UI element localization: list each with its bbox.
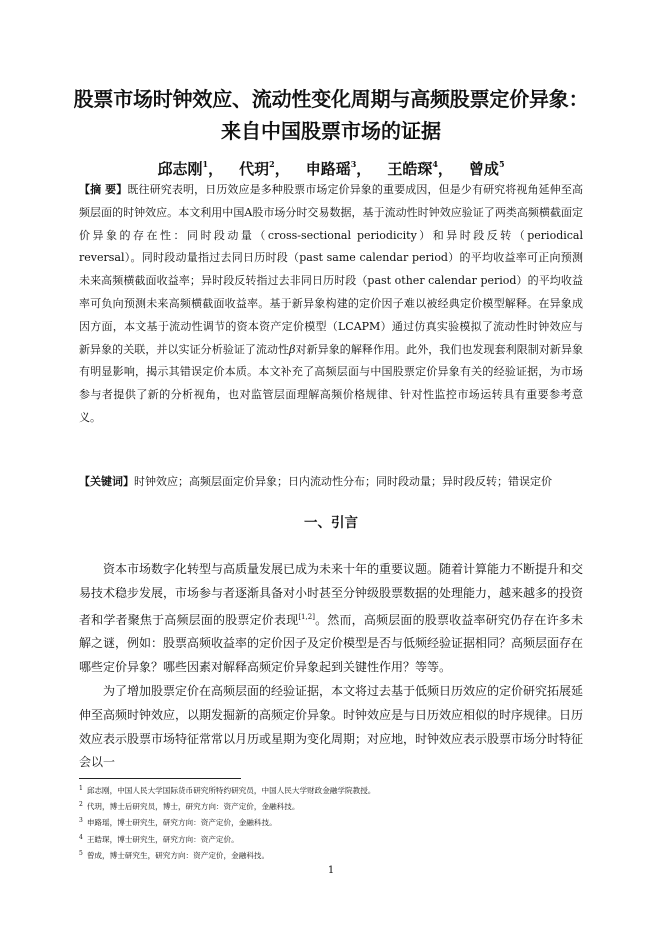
page-number: 1	[327, 865, 335, 876]
beta-symbol: β	[289, 342, 296, 356]
footnote-text: 曾成，博士研究生，研究方向：资产定价，金融科技。	[86, 850, 270, 860]
section-heading: 一、引言	[304, 515, 358, 531]
body-paragraph: 为了增加股票定价在高频层面的经验证据，本文将过去基于低频日历效应的定价研究拓展延伸至高频时钟效应，以期发掘新的高频定价异象。时钟效应是与日历效应相似的时序规律。日历效应表示股票市场特征常常以月历或星期为变化周期；对应地，时钟效应表示股票市场分时特征会以一	[79, 683, 584, 770]
author-name: 代玥	[239, 160, 270, 178]
abstract-text: 既往研究表明，日历效应是多种股票市场定价异象的重要成因，但是少有研究将视角延伸至高频层面的时钟效应。本文利用中国A股市场分时交易数据，基于流动性时钟效应验证了两类高频横截面定价异象的存在性：同时段动量（cross-sectional periodicity）和异时段反转（periodical reversal）。同时段动量指过去同日历时段（past same calendar period）的平均收益率可正向预测未来高频横截面收益率；异时段反转指过去非同日历时段（past other calendar period）的平均收益率可负向预测未来高频横截面收益率。基于新异象构建的定价因子难以被经典定价模型解释。在异象成因方面，本文基于流动性调节的资本资产定价模型（LCAPM）通过仿真实验模拟了流动性时钟效应与新异象的关联，并以实证分析验证了流动性	[79, 183, 583, 356]
body-paragraph	[79, 558, 583, 680]
paragraph-text: 资本市场数字化转型与高质量发展已成为未来十年的重要议题。随着计算能力不断提升和交易技术稳步发展，市场参与者逐渐具备对小时甚至分钟级股票数据的处理能力，越来越多的投资者和学者聚焦于高频层面的股票定价表现	[79, 562, 584, 627]
keywords-label: 【关键词】	[79, 475, 134, 488]
footnote-text: 申路瑶，博士研究生，研究方向：资产定价，金融科技。	[86, 818, 277, 828]
author-affiliation-marker: 3	[350, 159, 357, 169]
author-name: 申路瑶	[305, 160, 351, 178]
author-separator: ，	[274, 160, 290, 178]
paper-title-line-1: 股票市场时钟效应、流动性变化周期与高频股票定价异象：	[73, 87, 589, 111]
footnote	[79, 831, 583, 847]
footnote-number: 5	[79, 849, 83, 857]
footnote	[79, 782, 583, 798]
footnote-number: 1	[79, 785, 83, 792]
author-name: 邱志刚	[157, 160, 203, 178]
footnote	[79, 847, 583, 863]
author-affiliation-marker: 4	[432, 159, 438, 169]
footnote	[79, 814, 583, 830]
author-name: 曾成	[468, 160, 499, 178]
author-list	[40, 153, 622, 180]
author-separator: ，	[356, 160, 372, 178]
author-affiliation-marker: 1	[202, 159, 209, 169]
citation-link[interactable]: [1,2]	[298, 612, 315, 621]
footnotes	[79, 782, 583, 863]
footnote	[79, 798, 583, 814]
author-affiliation-marker: 5	[498, 159, 505, 169]
footnote-number: 3	[79, 817, 83, 825]
paper-title-line-2: 来自中国股票市场的证据	[221, 119, 441, 143]
keywords	[79, 471, 583, 493]
footnote-divider	[79, 778, 241, 779]
body-text	[79, 558, 583, 775]
footnote-number: 2	[79, 801, 83, 809]
footnote-text: 邱志刚，中国人民大学国际货币研究所特约研究员，中国人民大学财政金融学院教授。	[86, 786, 376, 795]
abstract	[79, 179, 583, 430]
paragraph-text: 。然而，高频层面的股票收益率研究仍存在许多未解之谜，例如：股票高频收益率的定价因子及定价模型是否与低频经验证据相同？高频层面存在哪些定价异象？哪些因素对解释高频定价异象起到关键性作用？等等。	[79, 612, 584, 675]
author-name: 王皓琛	[387, 160, 433, 178]
abstract-label: 【摘 要】	[79, 183, 128, 196]
footnote-number: 4	[79, 833, 83, 841]
abstract-text-continued: 对新异象的解释作用。此外，我们也发现套利限制对新异象有明显影响，揭示其错误定价本质。本文补充了高频层面与中国股票定价异象有关的经验证据，为市场参与者提供了新的分析视角，也对监管层面理解高频价格规律、针对性监控市场运转具有重要参考意义。	[79, 342, 584, 424]
author-affiliation-marker: 2	[269, 159, 275, 169]
keywords-text: 时钟效应；高频层面定价异象；日内流动性分布；同时段动量；异时段反转；错误定价	[134, 475, 552, 488]
author-separator: ，	[437, 160, 453, 178]
footnote-text: 王皓琛，博士研究生，研究方向：资产定价。	[86, 834, 239, 844]
footnote-text: 代玥，博士后研究员，博士，研究方向：资产定价，金融科技。	[86, 802, 300, 812]
author-separator: ，	[208, 160, 224, 178]
